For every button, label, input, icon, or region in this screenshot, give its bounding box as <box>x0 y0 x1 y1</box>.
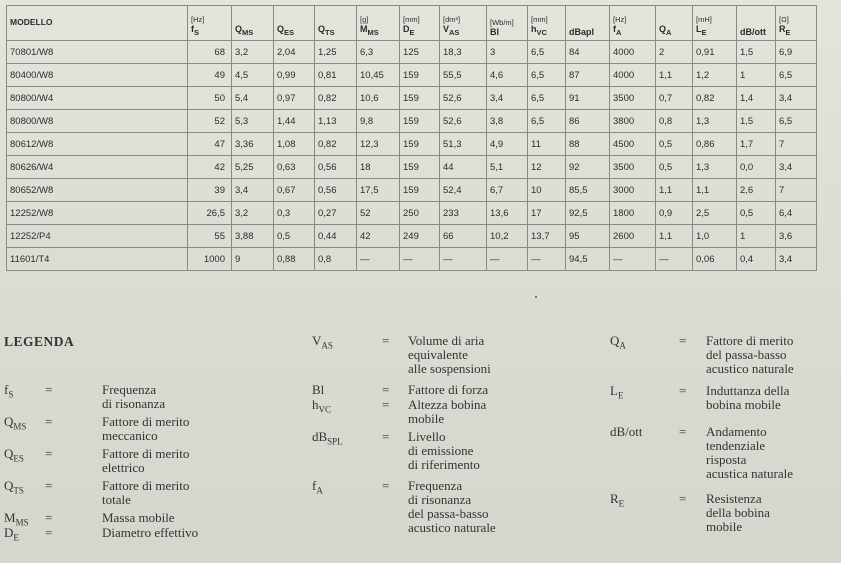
legend-description <box>102 383 165 411</box>
legend-description-line: Frequenza <box>102 382 157 397</box>
legend-description <box>408 334 491 376</box>
legend-symbol: $R_E$ <box>610 491 625 509</box>
value-cell: 6,5 <box>528 64 566 87</box>
value-cell: 3500 <box>610 87 656 110</box>
legend-description-line: di risonanza <box>408 492 472 507</box>
column-unit: [g] <box>360 15 369 25</box>
value-cell: 0,82 <box>693 87 737 110</box>
legend-description <box>706 384 789 412</box>
legend-equals: = <box>679 491 687 506</box>
legend-symbol: $D_E$ <box>4 525 19 543</box>
value-cell: 1,7 <box>737 133 776 156</box>
legend-symbol: $f_A$ <box>312 478 323 496</box>
legend-description-line: del passa-basso <box>408 506 489 521</box>
value-cell: 18 <box>357 156 400 179</box>
legend-symbol: $h_{VC}$ <box>312 397 332 415</box>
value-cell: 159 <box>400 156 440 179</box>
value-cell: 95 <box>566 225 610 248</box>
legend-equals: = <box>45 478 53 493</box>
value-cell: 0,5 <box>656 156 693 179</box>
legend-description <box>102 511 175 525</box>
legend-equals: = <box>45 414 53 429</box>
value-cell: 55 <box>188 225 232 248</box>
column-label: $f_S$ <box>191 24 200 37</box>
value-cell: 2 <box>656 41 693 64</box>
value-cell: 1,1 <box>693 179 737 202</box>
column-label: Bl <box>490 27 499 37</box>
value-cell: 4,9 <box>487 133 528 156</box>
table-body <box>7 41 817 271</box>
value-cell: 52 <box>188 110 232 133</box>
value-cell: 6,3 <box>357 41 400 64</box>
value-cell: 1 <box>737 225 776 248</box>
table-row <box>7 64 817 87</box>
model-cell: 70801/W8 <box>7 41 188 64</box>
value-cell: 0,3 <box>274 202 315 225</box>
value-cell: 159 <box>400 110 440 133</box>
value-cell: 1,08 <box>274 133 315 156</box>
value-cell: 0,63 <box>274 156 315 179</box>
value-cell: 0,8 <box>656 110 693 133</box>
legend-description-line: Altezza bobina <box>408 397 487 412</box>
value-cell: 4500 <box>610 133 656 156</box>
value-cell: 4000 <box>610 64 656 87</box>
legend-equals: = <box>382 478 390 493</box>
value-cell: 1,1 <box>656 179 693 202</box>
value-cell: 0,0 <box>737 156 776 179</box>
column-label: $Q_{MS}$ <box>235 24 254 37</box>
value-cell: 1,13 <box>315 110 357 133</box>
value-cell: 85,5 <box>566 179 610 202</box>
value-cell: — <box>400 248 440 271</box>
legend-symbol: $Q_{TS}$ <box>4 478 24 496</box>
legend-symbol: $M_{MS}$ <box>4 510 29 528</box>
column-header <box>440 6 487 41</box>
legend-description <box>102 415 189 443</box>
column-label: $f_A$ <box>613 24 622 37</box>
legend-description-line: elettrico <box>102 460 145 475</box>
value-cell: 6,9 <box>776 41 817 64</box>
table-row <box>7 110 817 133</box>
value-cell: 6,5 <box>776 64 817 87</box>
value-cell: 3,2 <box>232 41 274 64</box>
value-cell: 1,25 <box>315 41 357 64</box>
legend-description <box>408 383 488 397</box>
value-cell: 47 <box>188 133 232 156</box>
value-cell: 10,45 <box>357 64 400 87</box>
legend-equals: = <box>45 525 53 540</box>
table-row <box>7 179 817 202</box>
column-header <box>274 6 315 41</box>
table-row <box>7 133 817 156</box>
legend-description-line: Fattore di forza <box>408 382 489 397</box>
column-header <box>656 6 693 41</box>
column-header <box>232 6 274 41</box>
value-cell: 0,27 <box>315 202 357 225</box>
value-cell: 1 <box>737 64 776 87</box>
value-cell: 4,6 <box>487 64 528 87</box>
legend-equals: = <box>45 510 53 525</box>
legend-equals: = <box>382 397 390 412</box>
value-cell: 3,4 <box>776 87 817 110</box>
value-cell: 233 <box>440 202 487 225</box>
value-cell: 91 <box>566 87 610 110</box>
value-cell: 3800 <box>610 110 656 133</box>
value-cell: 0,82 <box>315 133 357 156</box>
value-cell: 3,36 <box>232 133 274 156</box>
column-unit: [Wb/m] <box>490 18 514 27</box>
value-cell: 0,9 <box>656 202 693 225</box>
legend-title: LEGENDA <box>4 334 75 349</box>
value-cell: — <box>656 248 693 271</box>
value-cell: 3 <box>487 41 528 64</box>
legend-description <box>706 334 794 376</box>
value-cell: 3,4 <box>776 248 817 271</box>
value-cell: 50 <box>188 87 232 110</box>
value-cell: 159 <box>400 133 440 156</box>
value-cell: 0,06 <box>693 248 737 271</box>
model-cell: 80800/W4 <box>7 87 188 110</box>
column-header <box>400 6 440 41</box>
value-cell: 92,5 <box>566 202 610 225</box>
column-header <box>487 6 528 41</box>
legend-description-line: mobile <box>706 519 743 534</box>
value-cell: 0,8 <box>315 248 357 271</box>
legend-description-line: meccanico <box>102 428 158 443</box>
value-cell: 6,5 <box>776 110 817 133</box>
value-cell: 9,8 <box>357 110 400 133</box>
legend-equals: = <box>382 333 390 348</box>
value-cell: 0,99 <box>274 64 315 87</box>
column-unit: [Hz] <box>613 15 627 25</box>
value-cell: 159 <box>400 64 440 87</box>
legend-description-line: di riferimento <box>408 457 480 472</box>
column-label: $Q_{TS}$ <box>318 24 335 37</box>
table-row <box>7 87 817 110</box>
legend-description <box>706 425 793 481</box>
legend-symbol: $Q_A$ <box>610 333 626 351</box>
legend-description-line: Fattore di merito <box>102 478 190 493</box>
column-label: $V_{AS}$ <box>443 24 460 37</box>
header-modello <box>7 6 188 41</box>
value-cell: — <box>487 248 528 271</box>
value-cell: 0,5 <box>656 133 693 156</box>
value-cell: 52,6 <box>440 87 487 110</box>
value-cell: 44 <box>440 156 487 179</box>
value-cell: 3000 <box>610 179 656 202</box>
legend-description <box>102 447 189 475</box>
value-cell: 3,4 <box>776 156 817 179</box>
column-label: MODELLO <box>10 16 53 27</box>
legend-symbol: $Q_{MS}$ <box>4 414 27 432</box>
legend-symbol: $L_E$ <box>610 383 624 401</box>
value-cell: 11 <box>528 133 566 156</box>
print-speck <box>535 296 537 298</box>
value-cell: 42 <box>188 156 232 179</box>
legend-description-line: tendenziale <box>706 438 766 453</box>
value-cell: 3,4 <box>232 179 274 202</box>
legend-symbol: $dB_{SPL}$ <box>312 429 343 447</box>
column-label: $Q_{ES}$ <box>277 24 295 37</box>
value-cell: 6,7 <box>487 179 528 202</box>
value-cell: 1,1 <box>656 225 693 248</box>
legend-description <box>102 479 189 507</box>
value-cell: — <box>610 248 656 271</box>
value-cell: 6,4 <box>776 202 817 225</box>
value-cell: 10,2 <box>487 225 528 248</box>
column-unit: [mH] <box>696 15 712 25</box>
value-cell: 0,44 <box>315 225 357 248</box>
column-label: $R_E$ <box>779 24 791 37</box>
column-header <box>357 6 400 41</box>
value-cell: 26,5 <box>188 202 232 225</box>
value-cell: 13,6 <box>487 202 528 225</box>
legend-description <box>102 526 198 540</box>
value-cell: 2,5 <box>693 202 737 225</box>
value-cell: 55,5 <box>440 64 487 87</box>
value-cell: 4,5 <box>232 64 274 87</box>
value-cell: — <box>440 248 487 271</box>
legend-description-line: Diametro effettivo <box>102 525 199 540</box>
legend-equals: = <box>45 446 53 461</box>
value-cell: 87 <box>566 64 610 87</box>
model-cell: 80652/W8 <box>7 179 188 202</box>
value-cell: 5,1 <box>487 156 528 179</box>
legend-description-line: Induttanza della <box>706 383 790 398</box>
legend-description-line: risposta <box>706 452 747 467</box>
column-unit: [mm] <box>531 15 548 25</box>
speaker-specs-table <box>6 5 817 271</box>
value-cell: 13,7 <box>528 225 566 248</box>
value-cell: 0,97 <box>274 87 315 110</box>
value-cell: 3,8 <box>487 110 528 133</box>
table-header-row <box>7 6 817 41</box>
value-cell: 2600 <box>610 225 656 248</box>
column-unit: [dm³] <box>443 15 461 25</box>
value-cell: 1,3 <box>693 156 737 179</box>
value-cell: 0,7 <box>656 87 693 110</box>
legend-description-line: della bobina <box>706 505 770 520</box>
value-cell: 2,6 <box>737 179 776 202</box>
value-cell: 52 <box>357 202 400 225</box>
value-cell: 1,4 <box>737 87 776 110</box>
value-cell: 4000 <box>610 41 656 64</box>
value-cell: 1,2 <box>693 64 737 87</box>
value-cell: 0,91 <box>693 41 737 64</box>
column-label: $h_{VC}$ <box>531 24 547 37</box>
column-header <box>693 6 737 41</box>
column-header <box>188 6 232 41</box>
value-cell: 42 <box>357 225 400 248</box>
legend-description-line: equivalente <box>408 347 468 362</box>
value-cell: 249 <box>400 225 440 248</box>
legend-symbol: dB/ott <box>610 424 643 439</box>
value-cell: 1,5 <box>737 41 776 64</box>
value-cell: 0,56 <box>315 156 357 179</box>
legend-description-line: Fattore di merito <box>102 414 190 429</box>
legend-symbol: $V_{AS}$ <box>312 333 333 351</box>
value-cell: 1,3 <box>693 110 737 133</box>
value-cell: 17,5 <box>357 179 400 202</box>
model-cell: 12252/P4 <box>7 225 188 248</box>
value-cell: 86 <box>566 110 610 133</box>
value-cell: 5,25 <box>232 156 274 179</box>
legend-description <box>408 479 496 535</box>
legend-description-line: Frequenza <box>408 478 463 493</box>
column-unit: [mm] <box>403 15 420 25</box>
value-cell: — <box>528 248 566 271</box>
legend-description-line: Resistenza <box>706 491 762 506</box>
value-cell: 12 <box>528 156 566 179</box>
legend-equals: = <box>679 424 687 439</box>
value-cell: 1,1 <box>656 64 693 87</box>
column-header <box>528 6 566 41</box>
legend-description-line: Livello <box>408 429 446 444</box>
value-cell: 10,6 <box>357 87 400 110</box>
value-cell: 12,3 <box>357 133 400 156</box>
legend-description <box>706 492 770 534</box>
value-cell: 84 <box>566 41 610 64</box>
value-cell: 92 <box>566 156 610 179</box>
value-cell: 0,67 <box>274 179 315 202</box>
value-cell: 49 <box>188 64 232 87</box>
legend-equals: = <box>679 333 687 348</box>
value-cell: 18,3 <box>440 41 487 64</box>
column-unit: [Hz] <box>191 15 205 25</box>
value-cell: 125 <box>400 41 440 64</box>
value-cell: 3,6 <box>776 225 817 248</box>
value-cell: 5,3 <box>232 110 274 133</box>
value-cell: 88 <box>566 133 610 156</box>
legend-description-line: bobina mobile <box>706 397 781 412</box>
table-row <box>7 202 817 225</box>
column-label: $Q_A$ <box>659 24 672 37</box>
legend-description-line: Volume di aria <box>408 333 485 348</box>
column-header <box>610 6 656 41</box>
model-cell: 11601/T4 <box>7 248 188 271</box>
value-cell: 0,86 <box>693 133 737 156</box>
legend-equals: = <box>382 429 390 444</box>
value-cell: 7 <box>776 179 817 202</box>
model-cell: 80800/W8 <box>7 110 188 133</box>
column-label: $M_{MS}$ <box>360 24 379 37</box>
column-label: $L_E$ <box>696 24 707 37</box>
legend-description-line: mobile <box>408 411 445 426</box>
value-cell: 39 <box>188 179 232 202</box>
legend-symbol: $f_S$ <box>4 382 14 400</box>
value-cell: 1000 <box>188 248 232 271</box>
value-cell: 0,5 <box>274 225 315 248</box>
value-cell: 9 <box>232 248 274 271</box>
value-cell: 159 <box>400 179 440 202</box>
legend-description <box>408 398 486 426</box>
column-label: $D_E$ <box>403 24 415 37</box>
value-cell: 17 <box>528 202 566 225</box>
value-cell: 6,5 <box>528 87 566 110</box>
legend-description-line: di emissione <box>408 443 474 458</box>
value-cell: 66 <box>440 225 487 248</box>
model-cell: 80400/W8 <box>7 64 188 87</box>
legend-description-line: Massa mobile <box>102 510 175 525</box>
column-header <box>737 6 776 41</box>
legend-description-line: acustico naturale <box>408 520 496 535</box>
legend-equals: = <box>382 382 390 397</box>
legend-symbol: Bl <box>312 382 325 397</box>
value-cell: 3500 <box>610 156 656 179</box>
value-cell: 3,2 <box>232 202 274 225</box>
value-cell: 52,4 <box>440 179 487 202</box>
value-cell: 1,0 <box>693 225 737 248</box>
legend-description-line: acustica naturale <box>706 466 793 481</box>
column-header <box>776 6 817 41</box>
legend-description-line: Fattore di merito <box>706 333 794 348</box>
table-row <box>7 41 817 64</box>
column-unit: [Ω] <box>779 15 789 25</box>
value-cell: 1800 <box>610 202 656 225</box>
table-row <box>7 156 817 179</box>
value-cell: 159 <box>400 87 440 110</box>
table-row <box>7 225 817 248</box>
value-cell: 0,5 <box>737 202 776 225</box>
value-cell: 5,4 <box>232 87 274 110</box>
value-cell: 94,5 <box>566 248 610 271</box>
legend-equals: = <box>45 382 53 397</box>
legend-description-line: Andamento <box>706 424 767 439</box>
legend-description-line: alle sospensioni <box>408 361 491 376</box>
value-cell: 0,88 <box>274 248 315 271</box>
value-cell: 0,81 <box>315 64 357 87</box>
model-cell: 12252/W8 <box>7 202 188 225</box>
value-cell: — <box>357 248 400 271</box>
legend-symbol: $Q_{ES}$ <box>4 446 24 464</box>
value-cell: 2,04 <box>274 41 315 64</box>
legend-description <box>408 430 480 472</box>
column-label: dBapl <box>569 27 595 37</box>
legend-description-line: di risonanza <box>102 396 166 411</box>
value-cell: 250 <box>400 202 440 225</box>
value-cell: 1,5 <box>737 110 776 133</box>
model-cell: 80612/W8 <box>7 133 188 156</box>
legend-description-line: Fattore di merito <box>102 446 190 461</box>
value-cell: 6,5 <box>528 41 566 64</box>
legend-description-line: del passa-basso <box>706 347 787 362</box>
value-cell: 1,44 <box>274 110 315 133</box>
column-header <box>315 6 357 41</box>
value-cell: 51,3 <box>440 133 487 156</box>
value-cell: 68 <box>188 41 232 64</box>
legend-description-line: acustico naturale <box>706 361 794 376</box>
legend-description-line: totale <box>102 492 131 507</box>
column-header <box>566 6 610 41</box>
value-cell: 0,82 <box>315 87 357 110</box>
value-cell: 0,56 <box>315 179 357 202</box>
legend-equals: = <box>679 383 687 398</box>
value-cell: 52,6 <box>440 110 487 133</box>
value-cell: 6,5 <box>528 110 566 133</box>
column-label: dB/ott <box>740 27 766 37</box>
model-cell: 80626/W4 <box>7 156 188 179</box>
value-cell: 7 <box>776 133 817 156</box>
table-row <box>7 248 817 271</box>
value-cell: 3,88 <box>232 225 274 248</box>
value-cell: 10 <box>528 179 566 202</box>
value-cell: 0,4 <box>737 248 776 271</box>
value-cell: 3,4 <box>487 87 528 110</box>
